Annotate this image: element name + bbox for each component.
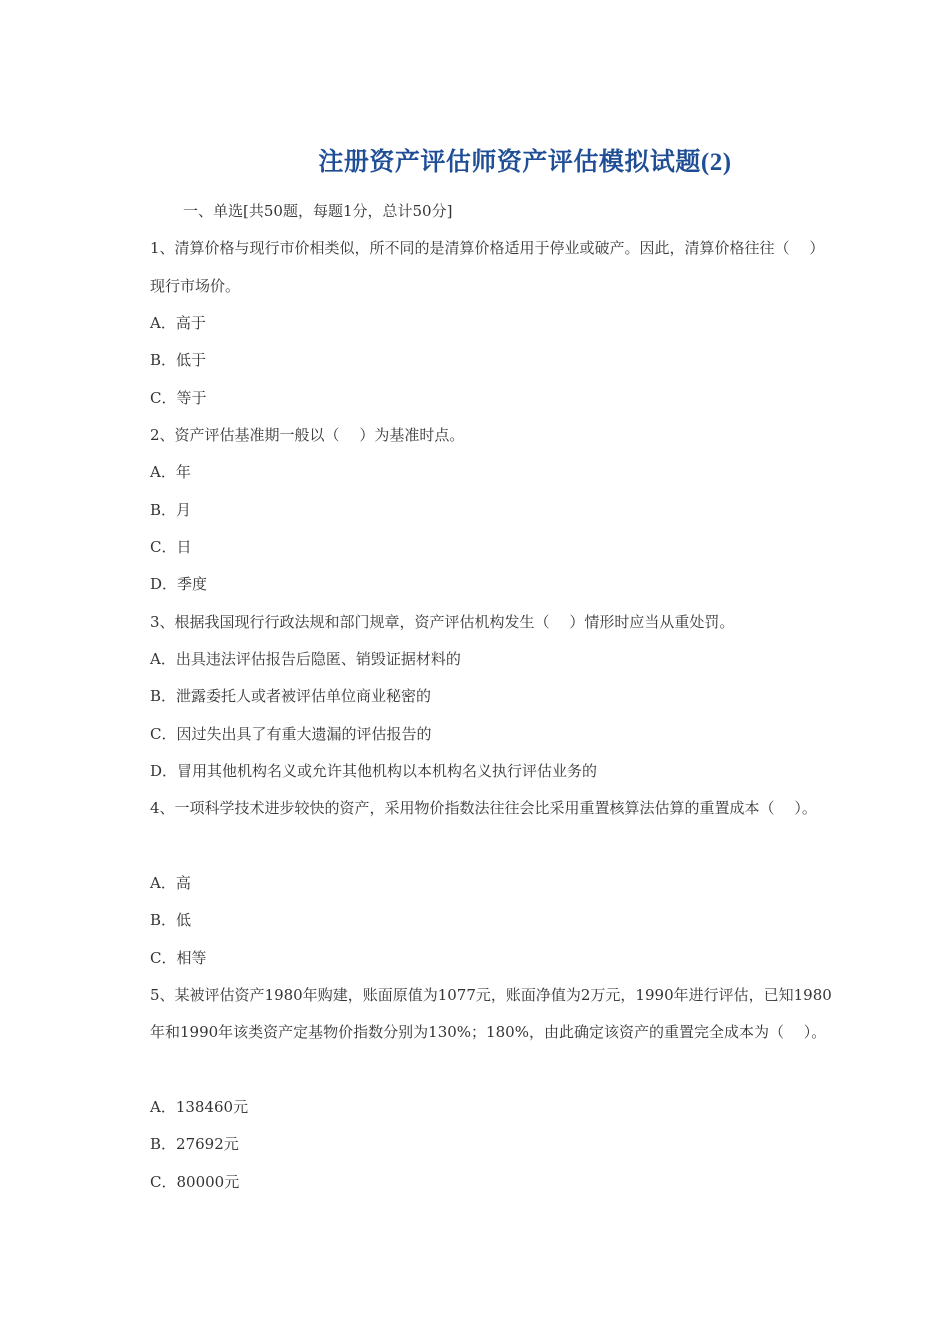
question-5-option-c: C．80000元: [150, 1173, 240, 1191]
question-5-option-b: B．27692元: [150, 1135, 239, 1153]
question-2-option-b: B．月: [150, 501, 192, 519]
question-3-option-c: C．因过失出具了有重大遗漏的评估报告的: [150, 725, 432, 743]
question-4-option-b: B．低: [150, 911, 192, 929]
question-3-stem: 3、根据我国现行行政法规和部门规章，资产评估机构发生（ ）情形时应当从重处罚。: [150, 613, 735, 631]
question-3-option-b: B．泄露委托人或者被评估单位商业秘密的: [150, 687, 432, 705]
question-3-option-a: A．出具违法评估报告后隐匿、销毁证据材料的: [150, 650, 461, 668]
question-4-option-c: C．相等: [150, 949, 207, 967]
question-5-stem-line-1: 5、某被评估资产1980年购建，账面原值为1077元，账面净值为2万元，1990年进行评估，已知1980: [150, 986, 832, 1004]
question-4-stem: 4、一项科学技术进步较快的资产，采用物价指数法往往会比采用重置核算法估算的重置成本（ ）。: [150, 799, 817, 817]
question-5-stem-line-2: 年和1990年该类资产定基物价指数分别为130%；180%，由此确定该资产的重置完全成本为（ ）。: [150, 1023, 827, 1041]
question-4-option-a: A．高: [150, 874, 191, 892]
question-5-option-a: A．138460元: [150, 1098, 249, 1116]
section-header: 一、单选[共50题，每题1分，总计50分]: [183, 202, 453, 220]
question-1-option-a: A．高于: [150, 314, 206, 332]
question-1-stem-line-2: 现行市场价。: [150, 277, 241, 295]
question-1-option-c: C．等于: [150, 389, 207, 407]
question-1-stem-line-1: 1、清算价格与现行市价相类似，所不同的是清算价格适用于停业或破产。因此，清算价格往往（ ）: [150, 239, 825, 257]
question-2-option-c: C．日: [150, 538, 192, 556]
question-1-option-b: B．低于: [150, 351, 207, 369]
question-2-stem: 2、资产评估基准期一般以（ ）为基准时点。: [150, 426, 465, 444]
question-3-option-d: D．冒用其他机构名义或允许其他机构以本机构名义执行评估业务的: [150, 762, 598, 780]
page-title: 注册资产评估师资产评估模拟试题(2): [318, 149, 732, 176]
question-2-option-d: D．季度: [150, 575, 208, 593]
question-2-option-a: A．年: [150, 463, 191, 481]
